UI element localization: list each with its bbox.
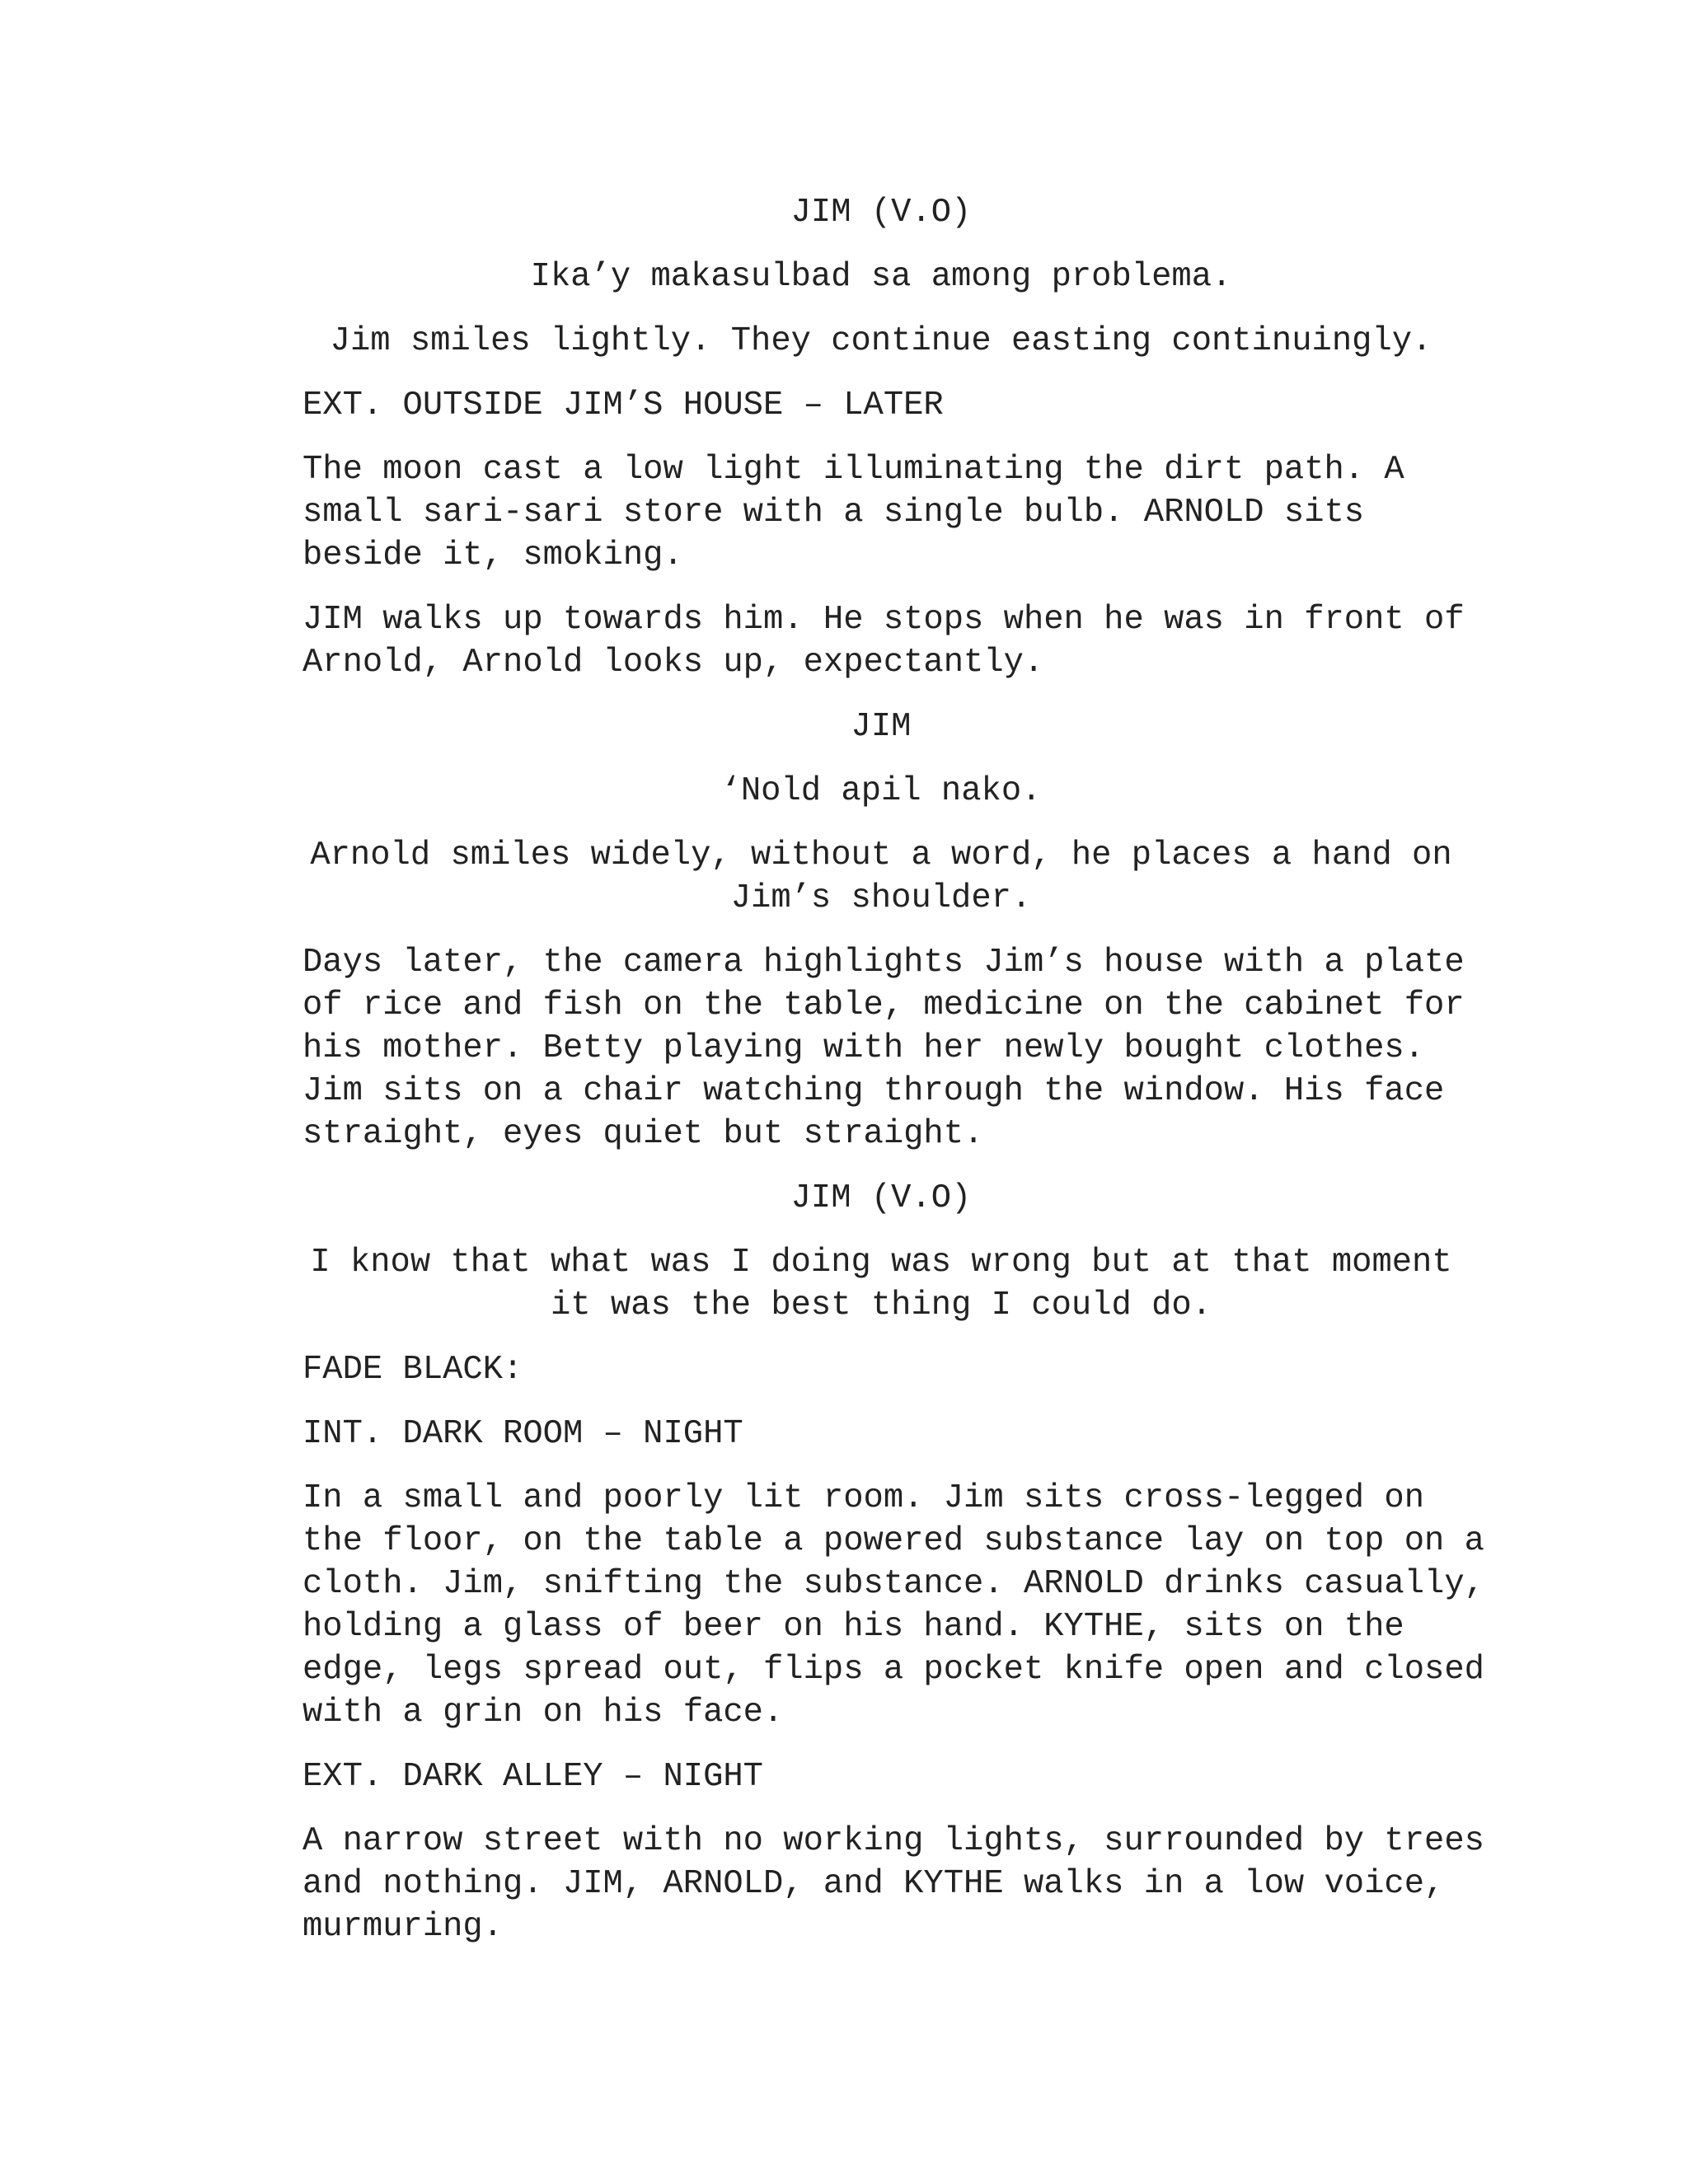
dialogue-line: ‘Nold apil nako. — [720, 772, 1042, 810]
action-paragraph: Days later, the camera highlights Jim’s house with a plate of rice and fish on the table, medicine on the cabinet for his mother. Betty playing with her newly bought clothes. Jim sits on a chair watching through the window. His face straight, eyes quiet but straight. — [302, 944, 1465, 1153]
centered-action-line: Jim smiles lightly. They continue easting continuingly. — [330, 322, 1432, 360]
character-cue-jim-vo: JIM (V.O) — [790, 1179, 972, 1217]
dialogue-paragraph: I know that what was I doing was wrong but at that moment it was the best thing I could do. — [310, 1244, 1452, 1324]
action-paragraph: A narrow street with no working lights, surrounded by trees and nothing. JIM, ARNOLD, and KYTHE walks in a low voice, murmuring. — [302, 1822, 1484, 1946]
transition: FADE BLACK: — [302, 1351, 523, 1389]
scene-heading: EXT. DARK ALLEY – NIGHT — [302, 1758, 763, 1796]
scene-heading: INT. DARK ROOM – NIGHT — [302, 1415, 743, 1453]
action-paragraph: JIM walks up towards him. He stops when he was in front of Arnold, Arnold looks up, expectantly. — [302, 601, 1465, 682]
scene-heading: EXT. OUTSIDE JIM’S HOUSE – LATER — [302, 387, 944, 424]
character-cue-jim-vo: JIM (V.O) — [790, 194, 972, 232]
centered-action-paragraph: Arnold smiles widely, without a word, he places a hand on Jim’s shoulder. — [310, 837, 1452, 917]
action-paragraph: The moon cast a low light illuminating the dirt path. A small sari-sari store with a single bulb. ARNOLD sits beside it, smoking. — [302, 451, 1404, 574]
character-cue-jim: JIM — [851, 708, 912, 746]
dialogue-line: Ika’y makasulbad sa among problema. — [530, 258, 1232, 296]
action-paragraph: In a small and poorly lit room. Jim sits cross-legged on the floor, on the table a powered substance lay on top on a cloth. Jim, snifting the substance. ARNOLD drinks casually, holding a glass of beer on his hand. KYTHE, sits on the edge, legs spread out, flips a pocket knife open and closed with a grin on his face. — [302, 1479, 1484, 1732]
